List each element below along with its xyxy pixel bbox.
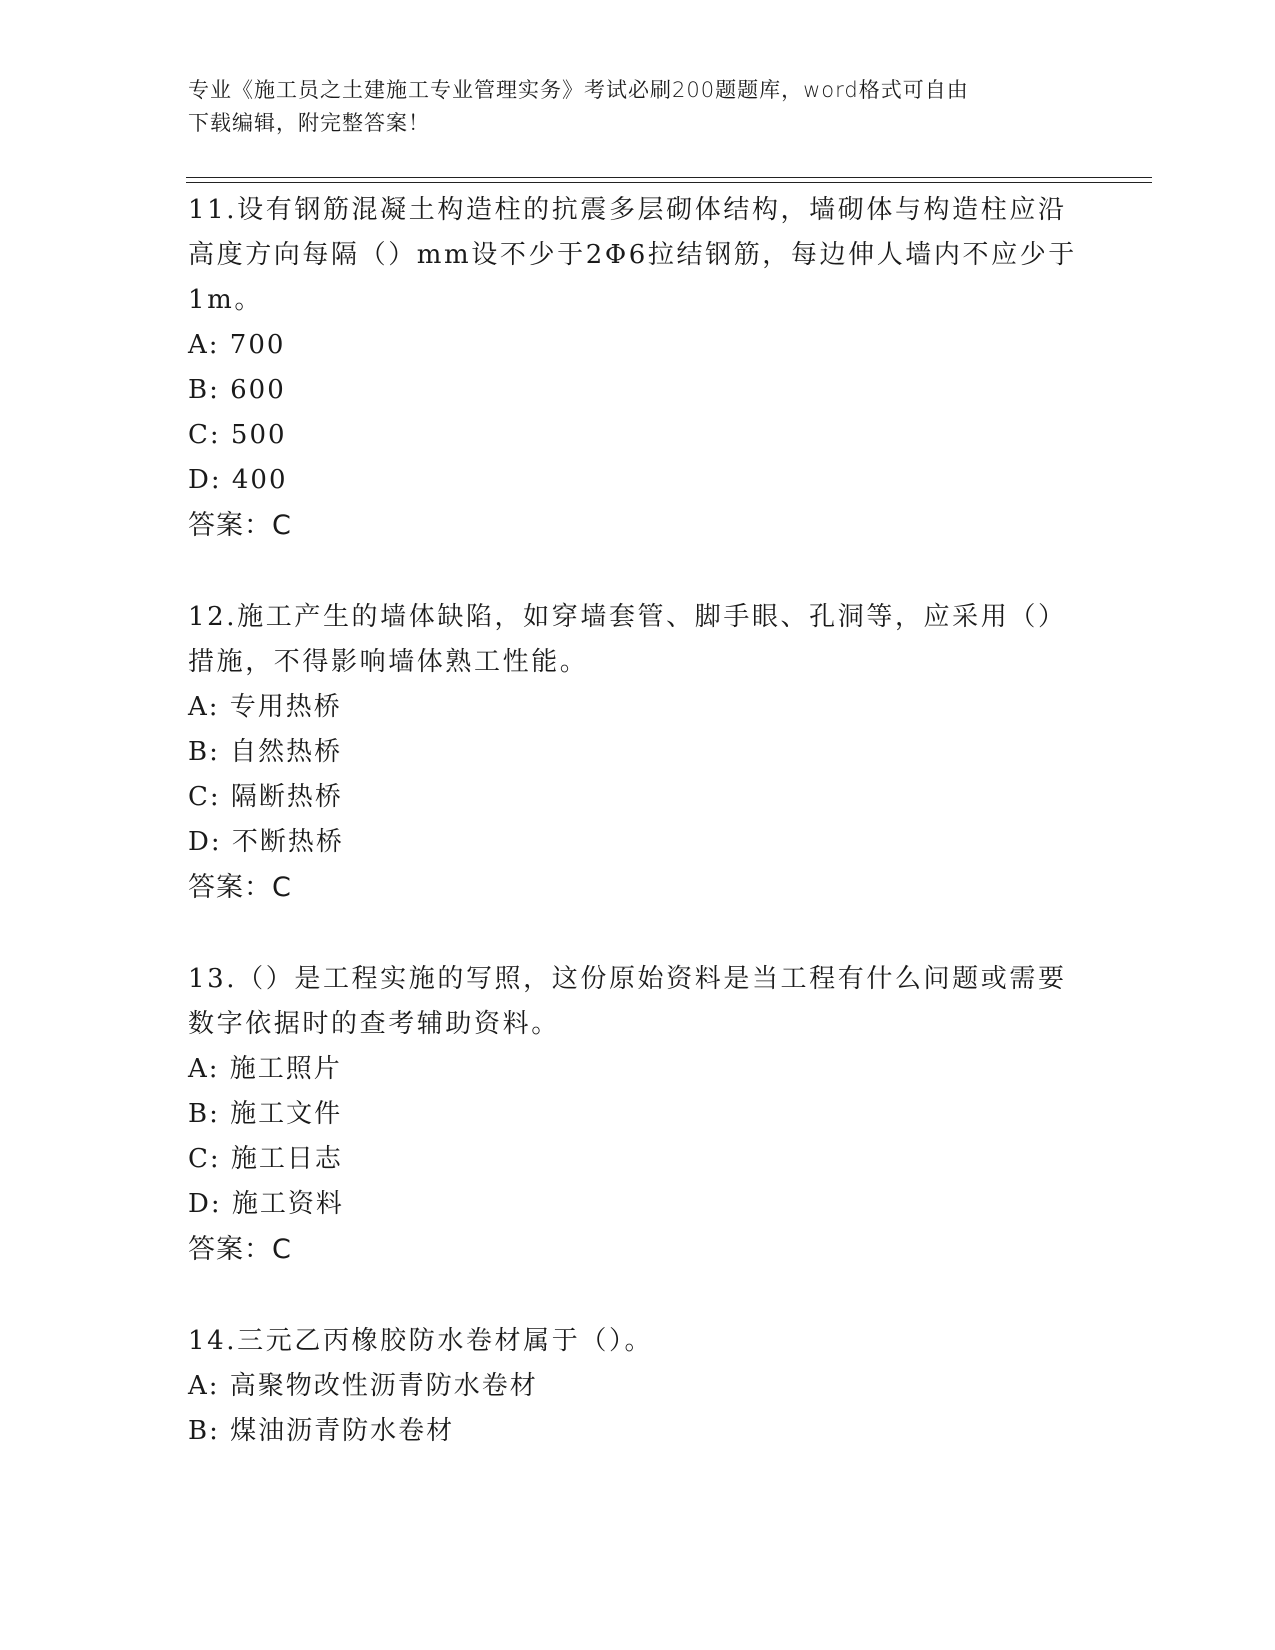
question-14 bbox=[188, 1319, 1088, 1454]
option-b: B: 自然热桥 bbox=[188, 737, 343, 767]
option-c: C: 500 bbox=[188, 420, 287, 450]
question-spacer bbox=[188, 910, 1088, 957]
document-header bbox=[188, 74, 1068, 140]
question-12 bbox=[188, 595, 1088, 910]
question-text-line: 1m。 bbox=[188, 285, 263, 315]
option-b: B: 煤油沥青防水卷材 bbox=[188, 1416, 455, 1446]
question-text-line: 13.（）是工程实施的写照，这份原始资料是当工程有什么问题或需要 bbox=[188, 964, 1067, 994]
question-spacer bbox=[188, 548, 1088, 595]
option-d: D: 400 bbox=[188, 465, 288, 495]
question-text-line: 数字依据时的查考辅助资料。 bbox=[188, 1009, 560, 1039]
answer-line: 答案：C bbox=[188, 872, 292, 903]
option-a: A: 700 bbox=[188, 330, 286, 360]
question-11 bbox=[188, 188, 1088, 548]
question-text-line: 高度方向每隔（）mm设不少于2Φ6拉结钢筋，每边伸人墙内不应少于 bbox=[188, 240, 1077, 270]
option-d: D: 不断热桥 bbox=[188, 827, 344, 857]
question-list bbox=[188, 188, 1088, 1454]
question-13 bbox=[188, 957, 1088, 1272]
question-text-line: 11.设有钢筋混凝土构造柱的抗震多层砌体结构，墙砌体与构造柱应沿 bbox=[188, 195, 1067, 225]
option-d: D: 施工资料 bbox=[188, 1189, 344, 1219]
option-c: C: 隔断热桥 bbox=[188, 782, 343, 812]
option-a: A: 高聚物改性沥青防水卷材 bbox=[188, 1371, 538, 1401]
answer-line: 答案：C bbox=[188, 1234, 292, 1265]
question-text-line: 14.三元乙丙橡胶防水卷材属于（）。 bbox=[188, 1326, 654, 1356]
question-text-line: 12.施工产生的墙体缺陷，如穿墙套管、脚手眼、孔洞等，应采用（） bbox=[188, 602, 1067, 632]
header-divider-top bbox=[186, 177, 1152, 178]
header-line-2: 下载编辑，附完整答案！ bbox=[188, 111, 430, 135]
option-b: B: 600 bbox=[188, 375, 286, 405]
header-line-1: 专业《施工员之土建施工专业管理实务》考试必刷200题题库，word格式可自由 bbox=[188, 78, 969, 102]
question-spacer bbox=[188, 1272, 1088, 1319]
option-c: C: 施工日志 bbox=[188, 1144, 343, 1174]
answer-line: 答案：C bbox=[188, 510, 292, 541]
option-b: B: 施工文件 bbox=[188, 1099, 343, 1129]
question-text-line: 措施，不得影响墙体熟工性能。 bbox=[188, 647, 589, 677]
option-a: A: 施工照片 bbox=[188, 1054, 342, 1084]
option-a: A: 专用热桥 bbox=[188, 692, 342, 722]
header-divider-bottom bbox=[186, 182, 1152, 183]
